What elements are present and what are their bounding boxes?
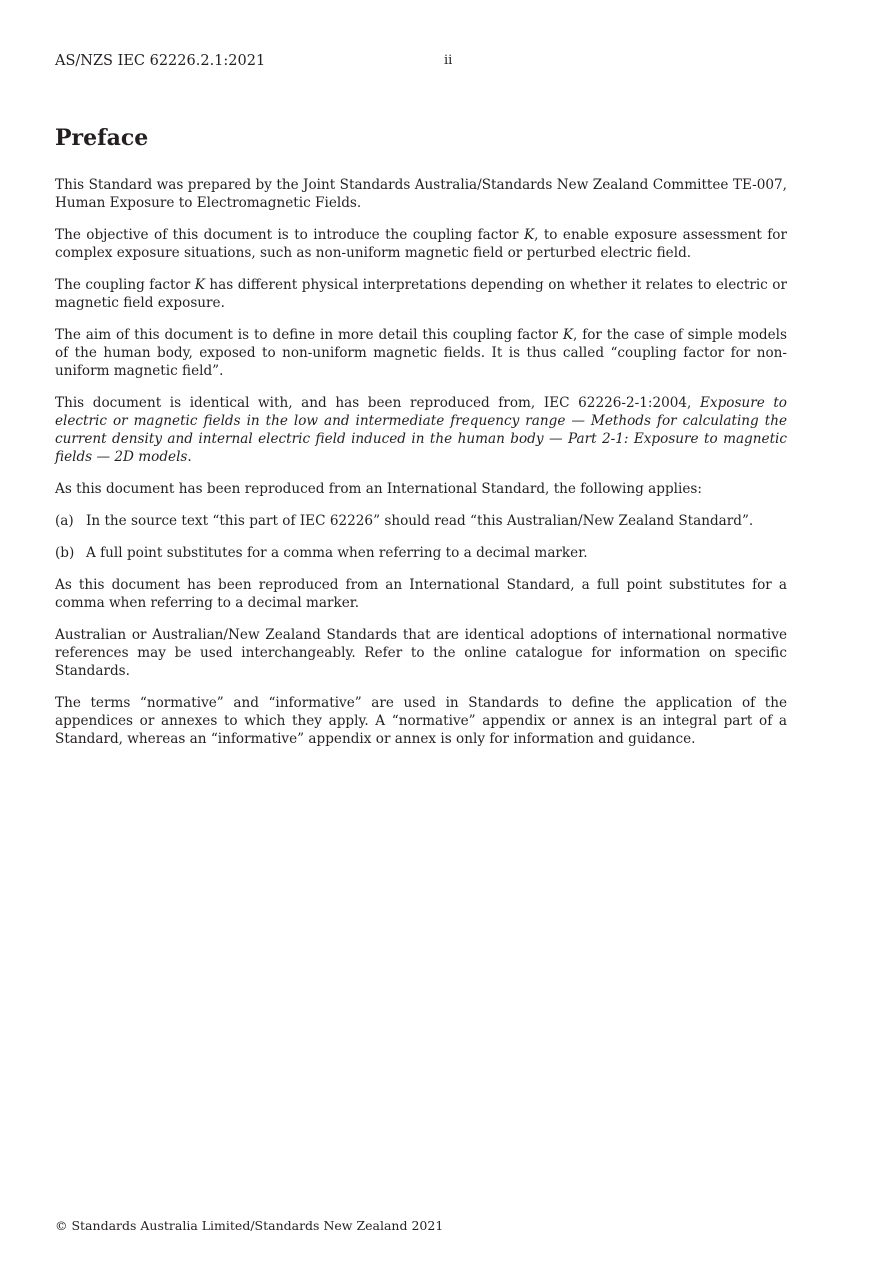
source-document-title: Exposure to electric or magnetic fields in the low and intermediate frequency range — Methods for calculating the current density and internal electric field induced in the human body — Part 2-1: Exposure to magnetic fields — 2D models — [55, 395, 787, 465]
paragraph-aim-start: The aim of this document is to define in more detail this coupling factor — [55, 327, 563, 343]
paragraph-source — [55, 394, 787, 466]
list-marker: (a) — [55, 513, 74, 529]
list-item — [55, 544, 787, 562]
list-item-text: A full point substitutes for a comma when referring to a decimal marker. — [86, 545, 588, 561]
paragraph-committee: This Standard was prepared by the Joint Standards Australia/Standards New Zealand Committee TE-007, Human Exposure to Electromagnetic Fields. — [55, 177, 787, 211]
paragraph-aim — [55, 326, 787, 380]
coupling-factor-symbol: K — [194, 277, 205, 293]
list-item-text: In the source text “this part of IEC 62226” should read “this Australian/New Zealand Standard”. — [86, 513, 754, 529]
paragraph-applies: As this document has been reproduced from an International Standard, the following applies: — [55, 481, 702, 497]
page-title: Preface — [55, 125, 149, 151]
list-item — [55, 512, 787, 530]
paragraph-normative-references: Australian or Australian/New Zealand Standards that are identical adoptions of international normative references may be used interchangeably. Refer to the online catalogue for information on specific Standards. — [55, 627, 787, 679]
paragraph-objective — [55, 226, 787, 262]
paragraph-interpretations-start: The coupling factor — [55, 277, 195, 293]
paragraph-source-start: This document is identical with, and has been reproduced from, IEC 62226-2-1:2004, — [55, 395, 700, 411]
paragraph-interpretations-end: has different physical interpretations depending on whether it relates to electric or magnetic field exposure. — [55, 277, 787, 311]
list-marker: (b) — [55, 545, 75, 561]
coupling-factor-symbol: K — [523, 227, 535, 243]
paragraph-source-end: . — [187, 449, 192, 465]
header-standard-id: AS/NZS IEC 62226.2.1:2021 — [55, 53, 266, 69]
paragraph-normative-informative: The terms “normative” and “informative” are used in Standards to define the application of the appendices or annexes to which they apply. A “normative” appendix or annex is an integral part of a Standard, whereas an “informative” appendix or annex is only for information and guidance. — [55, 695, 787, 747]
paragraph-objective-start: The objective of this document is to introduce the coupling factor — [55, 227, 524, 243]
coupling-factor-symbol: K — [562, 327, 573, 343]
paragraph-aim-end: , for the case of simple models of the human body, exposed to non-uniform magnetic fields. It is thus called “coupling factor for non-uniform magnetic field”. — [55, 327, 787, 379]
paragraph-objective-end: , to enable exposure assessment for complex exposure situations, such as non-uniform magnetic field or perturbed electric field. — [55, 227, 787, 261]
preface-body — [55, 176, 787, 762]
paragraph-decimal-marker: As this document has been reproduced from an International Standard, a full point substitutes for a comma when referring to a decimal marker. — [55, 577, 787, 611]
paragraph-interpretations — [55, 276, 787, 312]
footer-copyright: © Standards Australia Limited/Standards New Zealand 2021 — [55, 1218, 444, 1233]
page-number: ii — [444, 53, 453, 68]
